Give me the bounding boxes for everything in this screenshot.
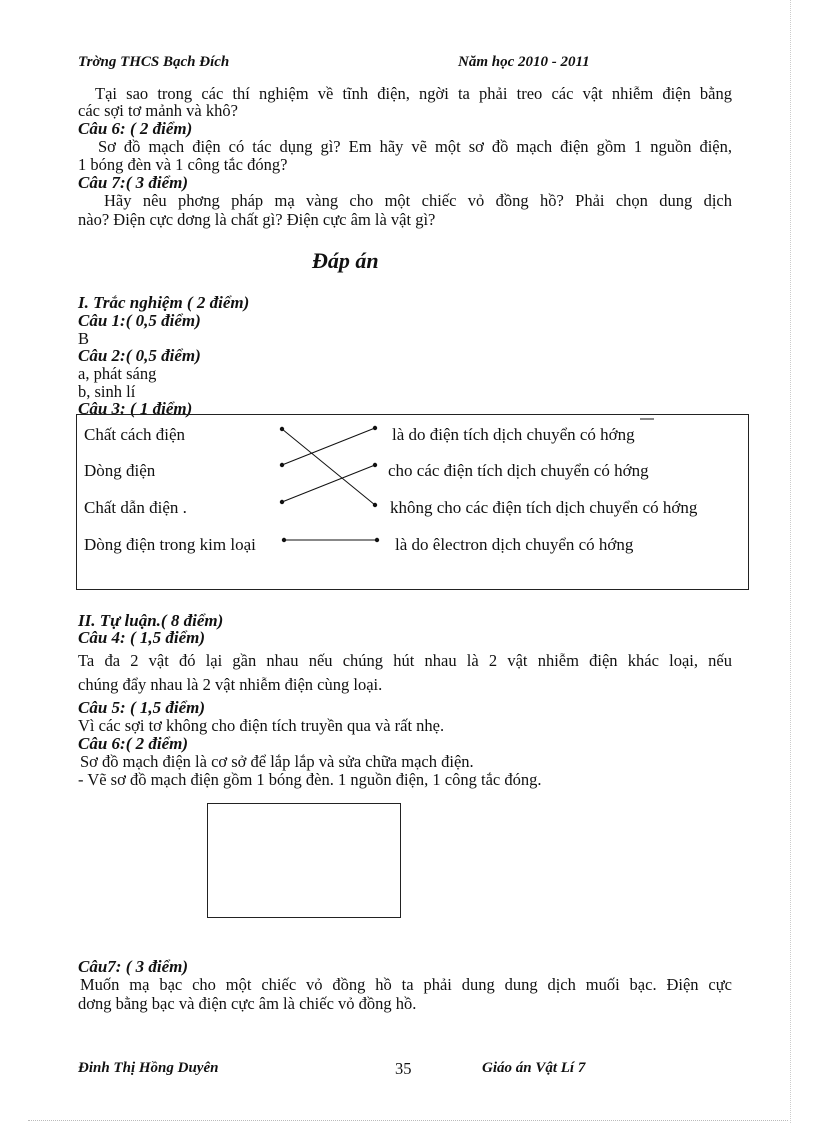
dot-l3 <box>280 500 284 504</box>
footer-page-number: 35 <box>395 1059 412 1078</box>
part2-heading: II. Tự luận.( 8 điểm) <box>78 611 224 630</box>
c3-heading: Câu 3: ( 1 điểm) <box>78 399 193 418</box>
q5-line1: Tại sao trong các thí nghiệm về tĩnh điện, ngời ta phải treo các vật nhiễm điện bằng <box>95 84 732 103</box>
match-left-1: Chất cách điện <box>84 425 186 444</box>
header-year: Năm học 2010 - 2011 <box>458 54 590 70</box>
dot-l1 <box>280 427 284 431</box>
dot-r3 <box>373 503 377 507</box>
c2-heading: Câu 2:( 0,5 điểm) <box>78 346 201 365</box>
bottom-dotted-border <box>28 1120 788 1121</box>
match-right-4: là do êlectron dịch chuyển có hớng <box>395 535 634 554</box>
q6-line2: 1 bóng đèn và 1 công tắc đóng? <box>78 155 288 174</box>
c1-heading: Câu 1:( 0,5 điểm) <box>78 311 201 330</box>
c6-heading: Câu 6:( 2 điểm) <box>78 734 189 753</box>
c4-heading: Câu 4: ( 1,5 điểm) <box>78 628 206 647</box>
c6-line1: Sơ đồ mạch điện là cơ sở để lắp lắp và sửa chữa mạch điện. <box>80 752 474 771</box>
footer-subject: Giáo án Vật Lí 7 <box>482 1060 586 1076</box>
match-line-3-2 <box>282 465 375 502</box>
q6-line1: Sơ đồ mạch điện có tác dụng gì? Em hãy vẽ một sơ đồ mạch điện gồm 1 nguồn điện, <box>98 137 732 156</box>
footer-author: Đinh Thị Hồng Duyên <box>78 1060 219 1076</box>
q7-line1: Hãy nêu phơng pháp mạ vàng cho một chiếc vỏ đồng hồ? Phải chọn dung dịch <box>104 191 732 210</box>
answer-title: Đáp án <box>312 248 379 273</box>
dot-r4 <box>375 538 379 542</box>
q6-heading: Câu 6: ( 2 điểm) <box>78 119 193 138</box>
match-left-4: Dòng điện trong kim loại <box>84 535 256 554</box>
c6-line2: - Vẽ sơ đồ mạch điện gồm 1 bóng đèn. 1 nguồn điện, 1 công tắc đóng. <box>78 770 542 789</box>
circuit-diagram-frame <box>207 803 401 918</box>
header-school: Trờng THCS Bạch Đích <box>78 54 230 70</box>
part1-heading: I. Trắc nghiệm ( 2 điểm) <box>78 293 250 312</box>
dot-r1 <box>373 426 377 430</box>
c4-line2: chúng đẩy nhau là 2 vật nhiễm điện cùng loại. <box>78 675 383 694</box>
match-left-3: Chất dẫn điện . <box>84 498 187 517</box>
c7-line1: Muốn mạ bạc cho một chiếc vỏ đồng hồ ta phải dung dung dịch muối bạc. Điện cực <box>80 975 732 994</box>
q7-heading: Câu 7:( 3 điểm) <box>78 173 189 192</box>
c1-answer: B <box>78 329 90 348</box>
q7-line2: nào? Điện cực dơng là chất gì? Điện cực âm là vật gì? <box>78 210 436 229</box>
c5-text: Vì các sợi tơ không cho điện tích truyền qua và rất nhẹ. <box>78 716 445 735</box>
c2-a: a, phát sáng <box>78 364 157 383</box>
dot-l4 <box>282 538 286 542</box>
dot-r2 <box>373 463 377 467</box>
match-right-3: không cho các điện tích dịch chuyển có hớng <box>390 498 698 517</box>
c7-line2: dơng bằng bạc và điện cực âm là chiếc vỏ đồng hồ. <box>78 994 417 1013</box>
c7-heading: Câu7: ( 3 điểm) <box>78 957 189 976</box>
match-left-2: Dòng điện <box>84 461 156 480</box>
match-line-1-3 <box>282 429 375 505</box>
c5-heading: Câu 5: ( 1,5 điểm) <box>78 698 206 717</box>
right-dotted-border <box>790 0 791 1123</box>
match-right-1: là do điện tích dịch chuyển có hớng <box>392 425 635 444</box>
q5-line2: các sợi tơ mảnh và khô? <box>78 101 238 120</box>
match-line-2-1 <box>282 428 375 465</box>
c2-b: b, sinh lí <box>78 382 136 401</box>
c4-line1: Ta đa 2 vật đó lại gần nhau nếu chúng hút nhau là 2 vật nhiễm điện khác loại, nếu <box>78 651 732 670</box>
match-right-2: cho các điện tích dịch chuyển có hớng <box>388 461 649 480</box>
dot-l2 <box>280 463 284 467</box>
